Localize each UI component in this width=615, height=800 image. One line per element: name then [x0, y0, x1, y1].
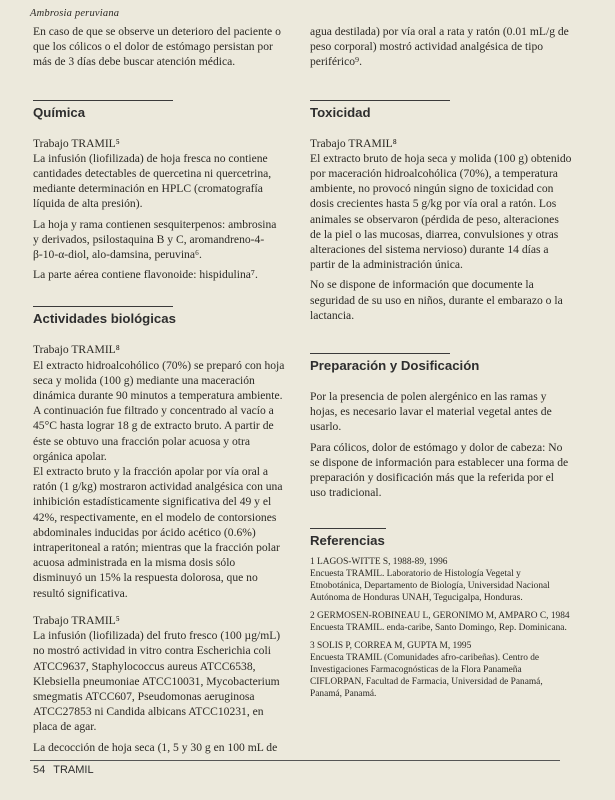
reference-head: 2 GERMOSEN-ROBINEAU L, GERONIMO M, AMPARO C, 1984 [310, 611, 570, 622]
paragraph: Trabajo TRAMIL⁵ [33, 613, 120, 627]
section-heading-actividades: Actividades biológicas [33, 311, 176, 327]
reference-head: 3 SOLIS P, CORREA M, GUPTA M, 1995 [310, 641, 472, 652]
section-heading-quimica: Química [33, 104, 86, 120]
section-rule [33, 100, 173, 101]
paragraph: El extracto hidroalcohólico (70%) se preparó con hoja seca y molida (100 g) mediante una maceración dinámica durante 90 minutos a temperatura ambiente. A continuación fue filtrado y concentrado al vacío a 45°C hasta lograr 18 g de extracto bruto. A partir de éste se obtuvo una fracción polar acuosa y otra orgánica apolar. [33, 358, 285, 463]
paragraph: Para cólicos, dolor de estómago y dolor de cabeza: No se dispone de información para establecer una forma de preparación y dosificación más que la referida por el uso tradicional. [310, 440, 569, 500]
paragraph: La infusión (liofilizada) del fruto fresco (100 µg/mL) no mostró actividad in vitro contra Escherichia coli ATCC9637, Staphylococcus aureus ATCC6538, Klebsiella pneumoniae ATCC10031, Mycobacterium smegmatis ATCC607, Pseudomonas aeruginosa ATCC27853 ni Candida albicans ATCC10231, en placa de agar. [33, 629, 281, 734]
footer-rule [30, 760, 560, 761]
section-heading-toxicidad: Toxicidad [310, 104, 371, 120]
footer-label: TRAMIL [53, 764, 94, 776]
section-toxicidad [310, 100, 572, 323]
intro-paragraph: En caso de que se observe un deterioro del paciente o que los cólicos o el dolor de estómago persistan por más de 3 días debe buscar atención médica. [33, 25, 281, 69]
reference-body: Encuesta TRAMIL. enda-caribe, Santo Domingo, Rep. Dominicana. [310, 623, 567, 634]
section-actividades [33, 306, 285, 754]
paragraph: El extracto bruto y la fracción apolar por vía oral a ratón (1 g/kg) mostraron actividad analgésica con una inhibición estadísticamente significativa del 49 y el 42%, respectivamente, en el modelo de contorsiones abdominales inducidas por ácido acético (0.6%) intraperitoneal a ratón; mientras que la fracción polar acuosa administrada en la misma dosis sólo disminuyó un 15% la respuesta dolorosa, que no resultó significativa. [33, 465, 283, 600]
paragraph: La decocción de hoja seca (1, 5 y 30 g en 100 mL de [33, 740, 278, 754]
section-rule [33, 306, 173, 307]
section-preparacion [310, 353, 572, 500]
paragraph: No se dispone de información que documente la seguridad de su uso en niños, durante el embarazo o la lactancia. [310, 278, 563, 322]
reference-head: 1 LAGOS-WITTE S, 1988-89, 1996 [310, 557, 448, 568]
section-rule [310, 100, 450, 101]
paragraph: Trabajo TRAMIL⁸ [33, 343, 120, 357]
section-referencias [310, 528, 572, 700]
section-heading-referencias: Referencias [310, 533, 385, 549]
paragraph: Por la presencia de polen alergénico en las ramas y hojas, es necesario lavar el material vegetal antes de usarlo. [310, 390, 552, 434]
left-column [33, 24, 285, 760]
paragraph: La parte aérea contiene flavonoide: hispidulina⁷. [33, 268, 258, 282]
page-footer [33, 764, 94, 776]
continuation-paragraph: agua destilada) por vía oral a rata y ratón (0.01 mL/g de peso corporal) mostró actividad analgésica de tipo periférico⁹. [310, 25, 569, 69]
reference-body: Encuesta TRAMIL (Comunidades afro-caribeñas). Centro de Investigaciones Farmacognósticas de la Flora Panameña CIFLORPAN, Facultad de Farmacia, Universidad de Panamá, Panamá, Panamá. [310, 653, 543, 700]
section-heading-preparacion: Preparación y Dosificación [310, 358, 480, 374]
running-head: Ambrosia peruviana [30, 8, 120, 19]
paragraph: El extracto bruto de hoja seca y molida (100 g) obtenido por maceración hidroalcohólica (70%), a temperatura ambiente, no provocó ningún signo de toxicidad con dosis crecientes hasta 5 g/kg por vía oral a ratón. Los animales se observaron (pérdida de peso, alteraciones de la piel o las mucosas, diarrea, convulsiones y otras alteraciones del sistema nervioso) durante 14 días a partir de la administración única. [310, 151, 572, 272]
section-quimica [33, 100, 285, 283]
page-number: 54 [33, 764, 46, 776]
paragraph: Trabajo TRAMIL⁵ [33, 136, 120, 150]
paragraph: La infusión (liofilizada) de hoja fresca no contiene cantidades detectables de quercetina ni quercetrina, mediante determinación en HPLC (cromatografía líquida de alta presión). [33, 151, 272, 211]
right-column [310, 24, 572, 706]
paragraph: Trabajo TRAMIL⁸ [310, 136, 397, 150]
section-rule [310, 353, 450, 354]
paragraph: La hoja y rama contienen sesquiterpenos: ambrosina y derivados, psilostaquina B y C, aromandreno-4-β-10-α-diol, alo-damsina, peruvina⁶. [33, 217, 277, 262]
section-rule [310, 528, 386, 529]
reference-body: Encuesta TRAMIL. Laboratorio de Histología Vegetal y Etnobotánica, Departamento de Biología, Universidad Nacional Autónoma de Honduras UNAH, Tegucigalpa, Honduras. [310, 569, 550, 604]
